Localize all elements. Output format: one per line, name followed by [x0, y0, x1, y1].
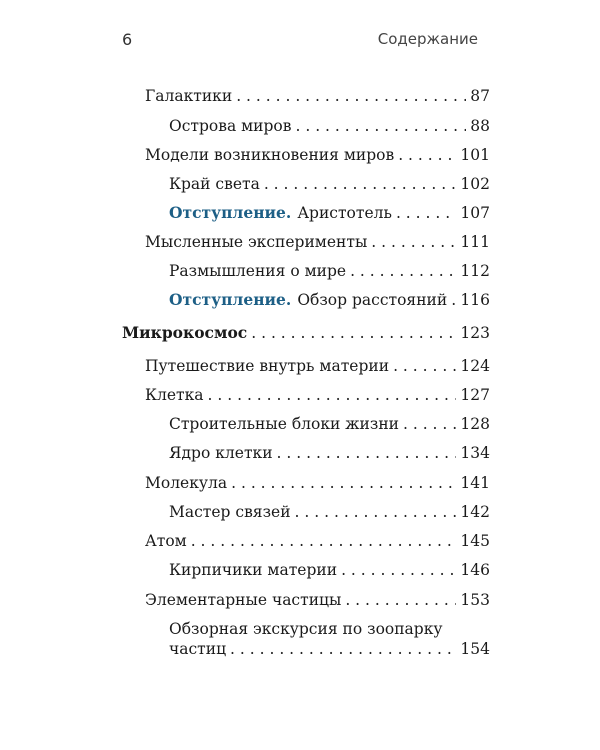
toc-entry-title: Край света: [169, 175, 260, 193]
toc-entry-title: Строительные блоки жизни: [169, 415, 399, 433]
toc-entry-page: 142: [460, 503, 490, 521]
toc-entry-title: Ядро клетки: [169, 444, 273, 462]
dot-leader: [295, 502, 457, 522]
toc-entry-title: Острова миров: [169, 117, 292, 135]
dot-leader: [403, 414, 456, 434]
toc-entry-title: Модели возникновения миров: [145, 146, 395, 164]
dot-leader: [264, 174, 457, 194]
toc-entry-page: 141: [460, 474, 490, 492]
toc-entry[interactable]: [145, 473, 490, 493]
toc-entry-title: Размышления о мире: [169, 262, 347, 280]
toc-entry-title-line2: частиц: [169, 640, 227, 658]
dot-leader: [191, 531, 457, 551]
toc-entry-title: [169, 203, 392, 223]
toc-entry-page: 145: [460, 532, 490, 550]
toc-entry[interactable]: [145, 232, 490, 252]
toc-entry-page: 116: [460, 291, 490, 309]
toc-entry-title: [169, 290, 447, 310]
toc-entry-title: Клетка: [145, 386, 204, 404]
toc-part-title: Микрокосмос: [122, 323, 248, 342]
toc-entry-page: 134: [460, 444, 490, 462]
dot-leader: [371, 232, 456, 252]
digression-label: Отступление.: [169, 290, 292, 309]
toc-entry-page: 153: [460, 591, 490, 609]
dot-leader: [350, 261, 456, 281]
toc-entry[interactable]: [169, 174, 490, 194]
toc-entry-page: 111: [460, 233, 490, 251]
digression-label: Отступление.: [169, 203, 292, 222]
toc-entry-page: 112: [460, 262, 490, 280]
toc-entry-digression[interactable]: [169, 290, 490, 310]
toc-entry-page: 146: [460, 561, 490, 579]
toc-entry[interactable]: [169, 502, 490, 522]
toc-entry[interactable]: [169, 261, 490, 281]
dot-leader: [230, 639, 456, 659]
toc-entry-title: Путешествие внутрь материи: [145, 357, 390, 375]
toc-entry-title: Мысленные эксперименты: [145, 233, 368, 251]
toc-entry-title-line1: Обзорная экскурсия по зоопарку: [169, 620, 443, 638]
dot-leader: [231, 473, 456, 493]
toc-entry[interactable]: [169, 116, 490, 136]
toc-entry-page: 88: [470, 117, 490, 135]
toc-entry-page: 101: [460, 146, 490, 164]
toc-entry-title: Элементарные частицы: [145, 591, 342, 609]
toc-entry-multiline[interactable]: [169, 619, 490, 659]
toc-entry[interactable]: [145, 590, 490, 610]
toc-entry[interactable]: [145, 531, 490, 551]
toc-entry-title: Кирпичики материи: [169, 561, 338, 579]
toc-entry[interactable]: [145, 385, 490, 405]
toc-entry-title: Мастер связей: [169, 503, 291, 521]
page-number: 6: [122, 30, 133, 49]
toc-entry-title: Молекула: [145, 474, 228, 492]
dot-leader: [396, 203, 456, 223]
dot-leader: [295, 116, 466, 136]
toc-entry-digression[interactable]: [169, 203, 490, 223]
toc-entry-title-text: Аристотель: [297, 204, 392, 222]
dot-leader: [345, 590, 456, 610]
toc-entry-page: 87: [470, 87, 490, 105]
toc-entry-title-text: Обзор расстояний: [297, 291, 448, 309]
dot-leader: [208, 385, 457, 405]
toc-entry-page: 123: [460, 324, 490, 342]
toc-entry[interactable]: [145, 356, 490, 376]
toc-entry-title: Атом: [145, 532, 187, 550]
toc-entry[interactable]: [145, 145, 490, 165]
dot-leader: [277, 443, 457, 463]
toc-entry-page: 128: [460, 415, 490, 433]
running-head: Содержание: [377, 30, 478, 48]
toc-entry[interactable]: [145, 86, 490, 106]
toc-entry-line2: [169, 639, 490, 659]
dot-leader: [451, 290, 456, 310]
dot-leader: [398, 145, 456, 165]
toc-entry-title: Галактики: [145, 87, 233, 105]
toc-entry[interactable]: [169, 414, 490, 434]
toc-entry[interactable]: [169, 560, 490, 580]
toc-entry-page: 154: [460, 640, 490, 658]
toc-entry-page: 127: [460, 386, 490, 404]
dot-leader: [251, 323, 456, 343]
toc-entry-page: 102: [460, 175, 490, 193]
toc-entry-page: 124: [460, 357, 490, 375]
dot-leader: [236, 86, 466, 106]
toc-entry-page: 107: [460, 204, 490, 222]
toc-part-entry[interactable]: [122, 323, 490, 343]
dot-leader: [393, 356, 456, 376]
toc-entry[interactable]: [169, 443, 490, 463]
dot-leader: [341, 560, 456, 580]
